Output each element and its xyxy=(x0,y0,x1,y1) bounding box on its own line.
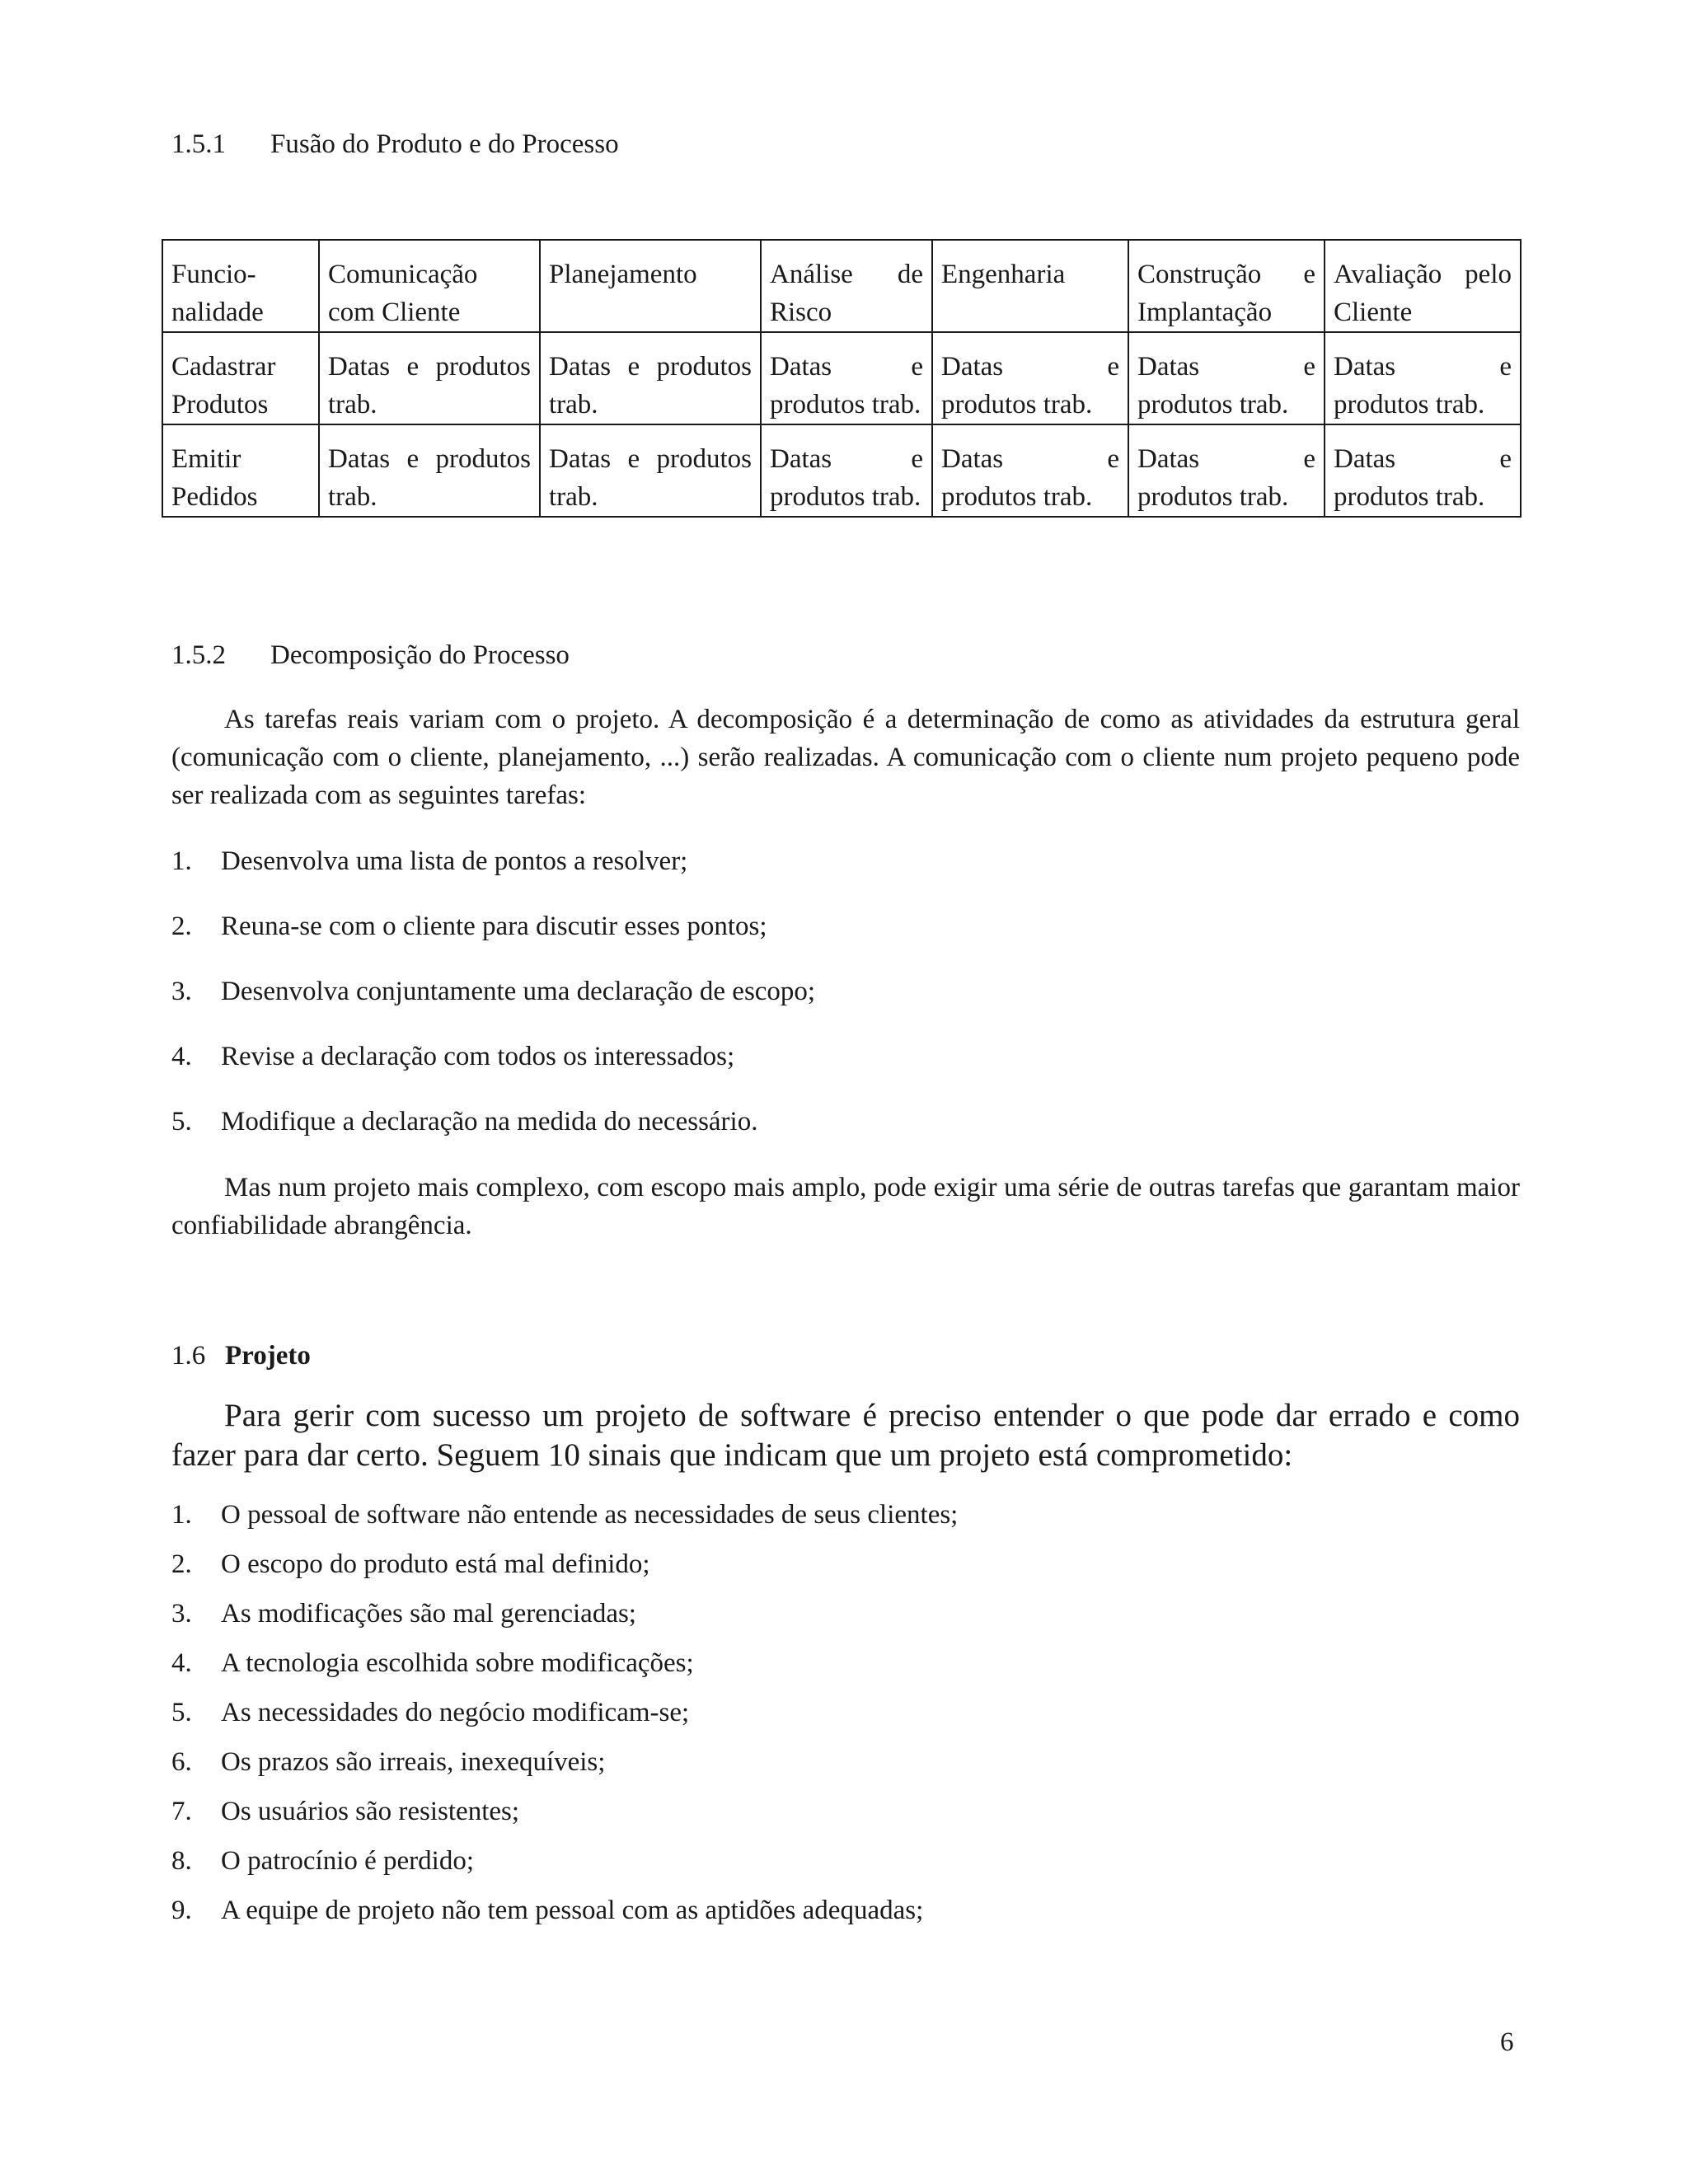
cell-line: Datas e xyxy=(1334,444,1512,474)
process-product-table xyxy=(162,239,1522,518)
list-item-text: Os usuários são resistentes; xyxy=(221,1797,520,1826)
list-item-number: 3. xyxy=(171,977,192,1006)
cell-line: Construção e xyxy=(1137,260,1315,289)
cell-line: Datas e produtos xyxy=(328,352,531,382)
table-header-cell xyxy=(761,240,932,332)
paragraph-text: As tarefas reais variam com o projeto. A decomposição é a determinação de como as atividades da estrutura geral (comunicação com o cliente, planejamento, ...) serão realizadas. A comunicação com o cliente num projeto pequeno pode ser realizada com as seguintes tarefas: xyxy=(171,705,1520,810)
table-header-cell xyxy=(162,240,319,332)
cell-line: Pedidos xyxy=(171,482,258,512)
list-item xyxy=(171,1597,958,1630)
list-item-text: A tecnologia escolhida sobre modificações; xyxy=(221,1648,694,1678)
list-item xyxy=(171,1498,958,1531)
decomposition-task-list xyxy=(171,845,815,1170)
cell-line: produtos trab. xyxy=(941,482,1093,512)
table-cell xyxy=(162,424,319,517)
list-item xyxy=(171,910,815,943)
cell-line: trab. xyxy=(328,482,377,512)
list-item-number: 8. xyxy=(171,1846,192,1876)
list-item xyxy=(171,1746,958,1779)
cell-line: trab. xyxy=(549,390,598,419)
list-item-text: Modifique a declaração na medida do necessário. xyxy=(221,1107,758,1137)
table-cell xyxy=(761,424,932,517)
section-title: Decomposição do Processo xyxy=(270,640,570,670)
section-heading-1-5-2 xyxy=(171,639,570,672)
list-item-text: O escopo do produto está mal definido; xyxy=(221,1549,650,1579)
table-cell xyxy=(162,332,319,424)
cell-line: Produtos xyxy=(171,390,269,419)
list-item xyxy=(171,1894,958,1927)
list-item xyxy=(171,1696,958,1729)
table-header-cell xyxy=(932,240,1128,332)
cell-line: Implantação xyxy=(1137,298,1273,327)
list-item-number: 1. xyxy=(171,846,192,876)
cell-line: Datas e produtos xyxy=(328,444,531,474)
section-number: 1.5.2 xyxy=(171,640,226,670)
list-item xyxy=(171,1105,815,1138)
paragraph-text: Mas num projeto mais complexo, com escopo mais amplo, pode exigir uma série de outras tarefas que garantam maior confiabilidade abrangência. xyxy=(171,1173,1520,1240)
table-cell xyxy=(1128,332,1325,424)
cell-line: Datas e xyxy=(1137,352,1315,382)
cell-line: Emitir xyxy=(171,444,241,474)
list-item xyxy=(171,1647,958,1680)
cell-line: nalidade xyxy=(171,298,264,327)
cell-line: Datas e produtos xyxy=(549,352,752,382)
section-heading-1-6 xyxy=(171,1339,311,1372)
list-item-text: Revise a declaração com todos os interessados; xyxy=(221,1042,735,1071)
cell-line: Cliente xyxy=(1334,298,1413,327)
table-row xyxy=(162,332,1521,424)
table-header-cell xyxy=(319,240,540,332)
paragraph-text: Para gerir com sucesso um projeto de software é preciso entender o que pode dar errado e como fazer para dar certo. Seguem 10 sinais que indicam que um projeto está comprometido: xyxy=(171,1398,1520,1473)
list-item xyxy=(171,1795,958,1828)
page-number: 6 xyxy=(1500,2027,1514,2057)
list-item xyxy=(171,1040,815,1073)
cell-line: Engenharia xyxy=(941,260,1066,289)
section-title: Fusão do Produto e do Processo xyxy=(270,129,619,159)
section-title: Projeto xyxy=(225,1341,311,1371)
cell-line: produtos trab. xyxy=(770,390,921,419)
list-item-number: 4. xyxy=(171,1042,192,1071)
list-item xyxy=(171,975,815,1008)
list-item xyxy=(171,1844,958,1877)
list-item-text: O pessoal de software não entende as necessidades de seus clientes; xyxy=(221,1500,959,1530)
cell-line: Datas e xyxy=(941,352,1119,382)
section-heading-1-5-1 xyxy=(171,128,619,161)
cell-line: Avaliação pelo xyxy=(1334,260,1512,289)
list-item-text: As modificações são mal gerenciadas; xyxy=(221,1599,636,1629)
table-header-cell xyxy=(540,240,761,332)
table-cell xyxy=(932,424,1128,517)
list-item-number: 3. xyxy=(171,1599,192,1629)
table-header-row xyxy=(162,240,1521,332)
paragraph-decomposition-intro xyxy=(171,701,1520,814)
warning-signs-list xyxy=(171,1498,958,1943)
list-item-number: 1. xyxy=(171,1500,192,1530)
cell-line: Cadastrar xyxy=(171,352,276,382)
table-cell xyxy=(932,332,1128,424)
cell-line: produtos trab. xyxy=(1334,482,1485,512)
list-item-number: 5. xyxy=(171,1107,192,1137)
paragraph-decomposition-outro xyxy=(171,1169,1520,1244)
table-cell xyxy=(1325,332,1521,424)
list-item-number: 7. xyxy=(171,1797,192,1826)
cell-line: trab. xyxy=(549,482,598,512)
cell-line: com Cliente xyxy=(328,298,461,327)
cell-line: Datas e xyxy=(1334,352,1512,382)
list-item-number: 2. xyxy=(171,1549,192,1579)
cell-line: Risco xyxy=(770,298,832,327)
list-item xyxy=(171,845,815,878)
list-item-text: Reuna-se com o cliente para discutir esses pontos; xyxy=(221,912,767,941)
table-header-cell xyxy=(1325,240,1521,332)
cell-line: Funcio- xyxy=(171,260,256,289)
table-cell xyxy=(1325,424,1521,517)
cell-line: produtos trab. xyxy=(941,390,1093,419)
list-item-text: Desenvolva uma lista de pontos a resolver; xyxy=(221,846,688,876)
table-cell xyxy=(319,332,540,424)
cell-line: Comunicação xyxy=(328,260,478,289)
list-item-number: 6. xyxy=(171,1747,192,1777)
list-item-number: 4. xyxy=(171,1648,192,1678)
table-cell xyxy=(540,424,761,517)
table-header-cell xyxy=(1128,240,1325,332)
cell-line: Análise de xyxy=(770,260,923,289)
paragraph-project-intro xyxy=(171,1396,1520,1475)
list-item-number: 9. xyxy=(171,1896,192,1925)
list-item-text: As necessidades do negócio modificam-se; xyxy=(221,1698,690,1727)
list-item-number: 2. xyxy=(171,912,192,941)
table-cell xyxy=(761,332,932,424)
cell-line: Datas e produtos xyxy=(549,444,752,474)
cell-line: produtos trab. xyxy=(1137,390,1289,419)
cell-line: Datas e xyxy=(941,444,1119,474)
cell-line: produtos trab. xyxy=(1137,482,1289,512)
cell-line: Datas e xyxy=(770,444,923,474)
table-cell xyxy=(319,424,540,517)
cell-line: produtos trab. xyxy=(770,482,921,512)
list-item-text: Os prazos são irreais, inexequíveis; xyxy=(221,1747,606,1777)
cell-line: trab. xyxy=(328,390,377,419)
cell-line: Datas e xyxy=(770,352,923,382)
list-item xyxy=(171,1548,958,1581)
section-number: 1.6 xyxy=(171,1341,206,1371)
table-cell xyxy=(1128,424,1325,517)
list-item-text: Desenvolva conjuntamente uma declaração de escopo; xyxy=(221,977,816,1006)
table-row xyxy=(162,424,1521,517)
section-number: 1.5.1 xyxy=(171,129,226,159)
list-item-text: A equipe de projeto não tem pessoal com as aptidões adequadas; xyxy=(221,1896,924,1925)
table-cell xyxy=(540,332,761,424)
list-item-number: 5. xyxy=(171,1698,192,1727)
cell-line: produtos trab. xyxy=(1334,390,1485,419)
list-item-text: O patrocínio é perdido; xyxy=(221,1846,474,1876)
cell-line: Planejamento xyxy=(549,260,697,289)
cell-line: Datas e xyxy=(1137,444,1315,474)
